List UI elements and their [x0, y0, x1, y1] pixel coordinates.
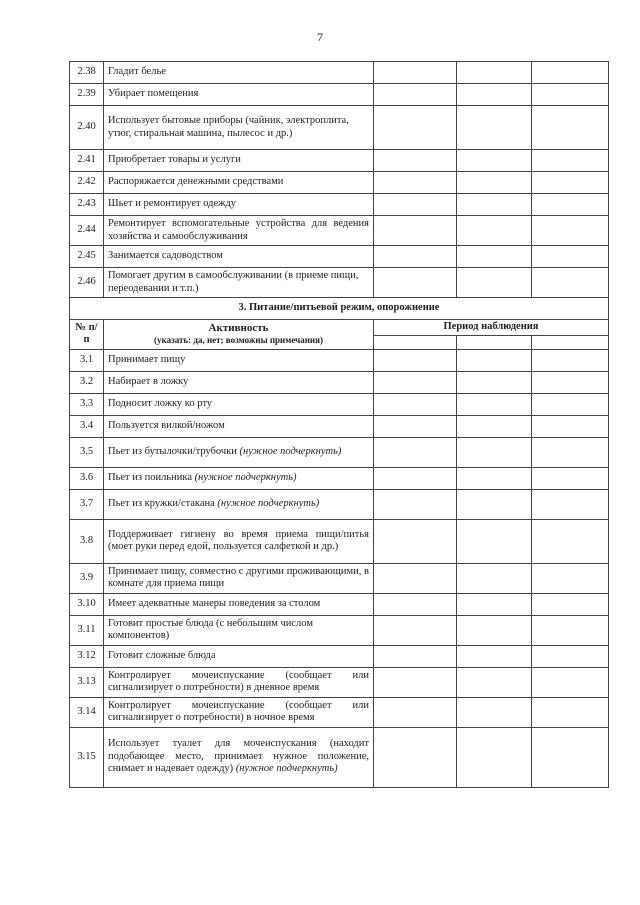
observation-cell-2[interactable]	[457, 563, 532, 593]
row-number: 2.39	[70, 84, 104, 106]
table-row	[70, 437, 609, 467]
observation-cell-1[interactable]	[374, 615, 457, 645]
observation-cell-2[interactable]	[457, 393, 532, 415]
observation-cell-1[interactable]	[374, 645, 457, 667]
row-number: 3.15	[70, 727, 104, 787]
row-number: 2.38	[70, 62, 104, 84]
observation-cell-3[interactable]	[532, 697, 609, 727]
row-number: 3.8	[70, 519, 104, 563]
table-row	[70, 62, 609, 84]
observation-cell-2[interactable]	[457, 593, 532, 615]
row-activity	[104, 194, 374, 216]
observation-cell-2[interactable]	[457, 645, 532, 667]
row-activity	[104, 216, 374, 246]
observation-cell-1[interactable]	[374, 415, 457, 437]
header-activity	[104, 320, 374, 350]
activity-text: Готовит простые блюда (с небольшим числом компонентов)	[108, 617, 313, 641]
observation-cell-2[interactable]	[457, 62, 532, 84]
row-number: 3.1	[70, 349, 104, 371]
observation-cell-3[interactable]	[532, 84, 609, 106]
observation-cell-2[interactable]	[457, 172, 532, 194]
table-row	[70, 150, 609, 172]
activity-text: Контролирует мочеиспускание (сообщает или сигнализирует о потребности) в ночное время	[108, 699, 369, 723]
observation-cell-1[interactable]	[374, 106, 457, 150]
observation-cell-1[interactable]	[374, 697, 457, 727]
row-number: 3.12	[70, 645, 104, 667]
activity-text: Использует туалет для мочеиспускания (находит подобающее место, принимает нужное положение, снимает и надевает одежду)	[108, 738, 369, 775]
row-activity	[104, 593, 374, 615]
row-number: 3.11	[70, 615, 104, 645]
row-activity	[104, 393, 374, 415]
row-activity	[104, 667, 374, 697]
observation-cell-3[interactable]	[532, 415, 609, 437]
observation-cell-2[interactable]	[457, 194, 532, 216]
observation-cell-1[interactable]	[374, 194, 457, 216]
observation-cell-1[interactable]	[374, 437, 457, 467]
observation-cell-1[interactable]	[374, 84, 457, 106]
table-row	[70, 172, 609, 194]
observation-cell-3[interactable]	[532, 667, 609, 697]
row-number: 2.46	[70, 268, 104, 298]
observation-cell-2[interactable]	[457, 371, 532, 393]
observation-cell-1[interactable]	[374, 172, 457, 194]
table-row	[70, 563, 609, 593]
row-activity	[104, 349, 374, 371]
section-3-header	[70, 298, 609, 350]
activity-note: (нужное подчеркнуть)	[217, 497, 320, 509]
observation-cell-2[interactable]	[457, 467, 532, 489]
row-activity	[104, 172, 374, 194]
observation-cell-3[interactable]	[532, 393, 609, 415]
observation-cell-3[interactable]	[532, 246, 609, 268]
row-number: 3.14	[70, 697, 104, 727]
row-activity	[104, 697, 374, 727]
row-number: 2.42	[70, 172, 104, 194]
observation-cell-3[interactable]	[532, 467, 609, 489]
household-rows	[70, 62, 609, 298]
activity-text: Гладит белье	[108, 66, 166, 78]
row-activity	[104, 371, 374, 393]
nutrition-rows	[70, 349, 609, 787]
table-row	[70, 645, 609, 667]
row-number: 2.43	[70, 194, 104, 216]
activity-text: Пьет из бутылочки/трубочки	[108, 445, 240, 457]
activity-text: Ремонтирует вспомогательные устройства для ведения хозяйства и самообслуживания	[108, 218, 369, 242]
row-activity	[104, 563, 374, 593]
table-row	[70, 727, 609, 787]
observation-cell-2[interactable]	[457, 437, 532, 467]
table-row	[70, 371, 609, 393]
activity-text: Готовит сложные блюда	[108, 649, 216, 661]
activity-text: Убирает помещения	[108, 88, 199, 100]
header-period: Период наблюдения	[374, 320, 609, 336]
table-row	[70, 393, 609, 415]
observation-cell-3[interactable]	[532, 216, 609, 246]
observation-cell-2[interactable]	[457, 615, 532, 645]
page-number: 7	[317, 30, 323, 44]
activity-text: Имеет адекватные манеры поведения за столом	[108, 597, 321, 609]
table-row	[70, 615, 609, 645]
observation-cell-2[interactable]	[457, 246, 532, 268]
observation-cell-2[interactable]	[457, 268, 532, 298]
activity-text: Шьет и ремонтирует одежду	[108, 198, 237, 210]
table-row	[70, 246, 609, 268]
observation-cell-2[interactable]	[457, 727, 532, 787]
row-number: 2.41	[70, 150, 104, 172]
row-number: 3.7	[70, 489, 104, 519]
observation-cell-3[interactable]	[532, 172, 609, 194]
observation-cell-1[interactable]	[374, 593, 457, 615]
row-activity	[104, 106, 374, 150]
section-title: 3. Питание/питьевой режим, опорожнение	[70, 298, 609, 320]
observation-cell-2[interactable]	[457, 216, 532, 246]
row-activity	[104, 467, 374, 489]
table-row	[70, 667, 609, 697]
activity-text: Распоряжается денежными средствами	[108, 176, 284, 188]
row-activity	[104, 437, 374, 467]
row-activity	[104, 84, 374, 106]
observation-cell-3[interactable]	[532, 62, 609, 84]
observation-cell-3[interactable]	[532, 727, 609, 787]
row-number: 3.13	[70, 667, 104, 697]
observation-cell-3[interactable]	[532, 615, 609, 645]
observation-cell-2[interactable]	[457, 489, 532, 519]
table-row	[70, 415, 609, 437]
activity-text: Пьет из кружки/стакана	[108, 497, 218, 509]
observation-cell-3[interactable]	[532, 489, 609, 519]
observation-cell-2[interactable]	[457, 667, 532, 697]
activity-text: Пользуется вилкой/ножом	[108, 419, 225, 431]
table-row	[70, 697, 609, 727]
observation-cell-1[interactable]	[374, 349, 457, 371]
table-row	[70, 489, 609, 519]
row-number: 3.6	[70, 467, 104, 489]
period-cell-2[interactable]	[457, 335, 532, 349]
header-number: № п/п	[70, 320, 104, 350]
activity-note: (нужное подчеркнуть)	[235, 763, 338, 775]
activity-text: Контролирует мочеиспускание (сообщает или сигнализирует о потребности) в дневное время	[108, 669, 369, 693]
observation-cell-3[interactable]	[532, 645, 609, 667]
activity-text: Приобретает товары и услуги	[108, 154, 241, 166]
observation-cell-3[interactable]	[532, 150, 609, 172]
row-number: 2.45	[70, 246, 104, 268]
activity-note: (нужное подчеркнуть)	[239, 445, 342, 457]
row-number: 2.44	[70, 216, 104, 246]
observation-cell-3[interactable]	[532, 371, 609, 393]
row-number: 2.40	[70, 106, 104, 150]
observation-cell-2[interactable]	[457, 697, 532, 727]
activity-text: Использует бытовые приборы (чайник, электроплита, утюг, стиральная машина, пылесос и др.)	[108, 115, 349, 139]
observation-cell-3[interactable]	[532, 349, 609, 371]
table-row	[70, 467, 609, 489]
activity-text: Подносит ложку ко рту	[108, 397, 213, 409]
observation-cell-1[interactable]	[374, 563, 457, 593]
observation-cell-1[interactable]	[374, 216, 457, 246]
table-row	[70, 519, 609, 563]
table-row	[70, 216, 609, 246]
row-activity	[104, 246, 374, 268]
row-activity	[104, 645, 374, 667]
period-cell-1[interactable]	[374, 335, 457, 349]
table-row	[70, 593, 609, 615]
observation-table	[69, 61, 609, 788]
observation-cell-2[interactable]	[457, 84, 532, 106]
row-activity	[104, 519, 374, 563]
observation-cell-1[interactable]	[374, 268, 457, 298]
observation-cell-2[interactable]	[457, 349, 532, 371]
observation-cell-3[interactable]	[532, 194, 609, 216]
activity-text: Помогает другим в самообслуживании (в приеме пищи, переодевании и т.п.)	[108, 270, 359, 294]
observation-cell-1[interactable]	[374, 489, 457, 519]
observation-cell-3[interactable]	[532, 437, 609, 467]
table-row	[70, 268, 609, 298]
table-row	[70, 106, 609, 150]
row-activity	[104, 62, 374, 84]
observation-cell-1[interactable]	[374, 667, 457, 697]
row-activity	[104, 150, 374, 172]
activity-note: (нужное подчеркнуть)	[194, 471, 297, 483]
observation-cell-2[interactable]	[457, 106, 532, 150]
table-row	[70, 194, 609, 216]
observation-cell-3[interactable]	[532, 106, 609, 150]
observation-cell-1[interactable]	[374, 467, 457, 489]
row-number: 3.10	[70, 593, 104, 615]
activity-text: Занимается садоводством	[108, 250, 223, 262]
row-activity	[104, 415, 374, 437]
observation-cell-1[interactable]	[374, 371, 457, 393]
observation-cell-1[interactable]	[374, 727, 457, 787]
observation-cell-3[interactable]	[532, 519, 609, 563]
observation-cell-2[interactable]	[457, 519, 532, 563]
header-activity-title: Активность	[208, 321, 269, 334]
activity-text: Принимает пищу	[108, 353, 186, 365]
period-cell-3[interactable]	[532, 335, 609, 349]
observation-cell-1[interactable]	[374, 519, 457, 563]
observation-cell-3[interactable]	[532, 563, 609, 593]
row-activity	[104, 268, 374, 298]
activity-text: Пьет из поильника	[108, 471, 195, 483]
row-activity	[104, 727, 374, 787]
row-number: 3.5	[70, 437, 104, 467]
observation-cell-1[interactable]	[374, 246, 457, 268]
row-number: 3.4	[70, 415, 104, 437]
table-row	[70, 349, 609, 371]
activity-text: Поддерживает гигиену во время приема пищи/питья (моет руки перед едой, пользуется салфеткой и др.)	[108, 528, 369, 552]
row-number: 3.2	[70, 371, 104, 393]
observation-cell-1[interactable]	[374, 393, 457, 415]
row-number: 3.3	[70, 393, 104, 415]
observation-cell-2[interactable]	[457, 150, 532, 172]
row-activity	[104, 615, 374, 645]
observation-cell-1[interactable]	[374, 62, 457, 84]
header-activity-note: (указать: да, нет; возможны примечания)	[154, 335, 323, 346]
activity-text: Принимает пищу, совместно с другими проживающими, в комнате для приема пищи	[108, 565, 369, 589]
row-number: 3.9	[70, 563, 104, 593]
observation-cell-1[interactable]	[374, 150, 457, 172]
activity-text: Набирает в ложку	[108, 375, 189, 387]
row-activity	[104, 489, 374, 519]
observation-cell-3[interactable]	[532, 268, 609, 298]
table-row	[70, 84, 609, 106]
observation-cell-2[interactable]	[457, 415, 532, 437]
observation-cell-3[interactable]	[532, 593, 609, 615]
